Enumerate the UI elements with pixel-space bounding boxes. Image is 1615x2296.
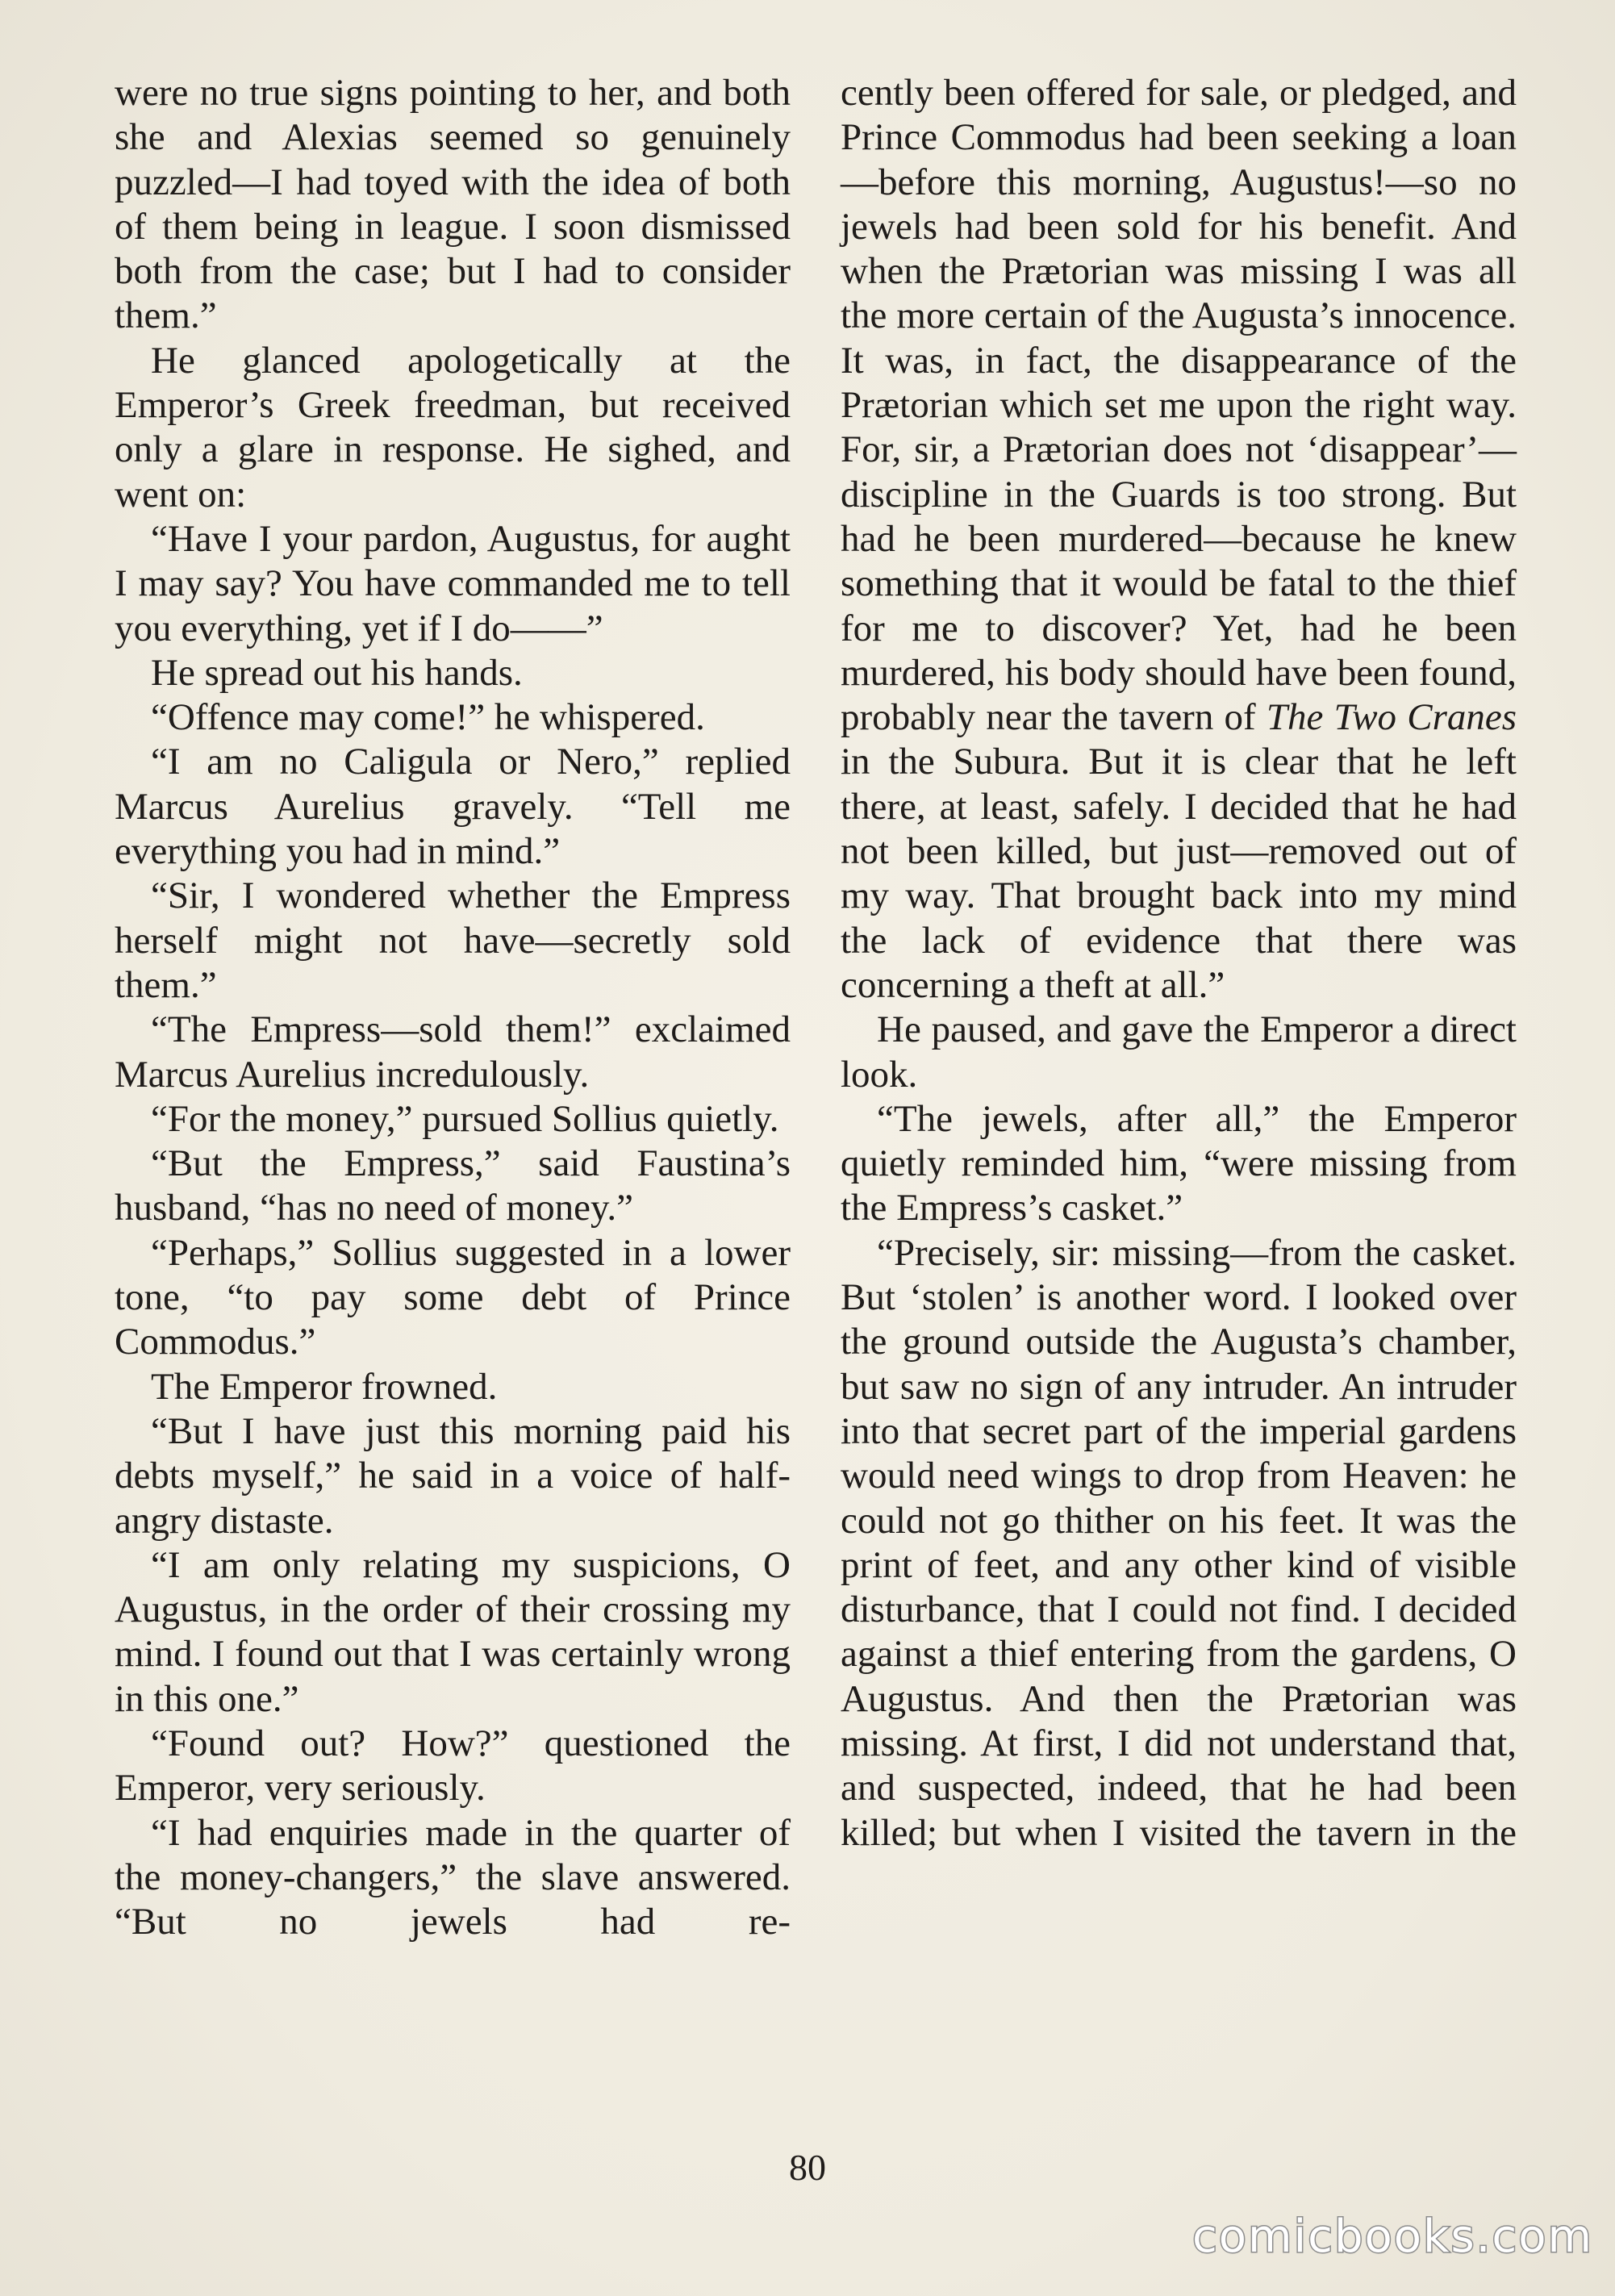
paragraph-text: “I had enquiries made in the quarter of the money-changers,” the slave answered. “But no jewels had re- [115, 1811, 791, 1943]
right-text-column [841, 71, 1517, 1856]
paragraph-text: “For the money,” pursued Sollius quietly. [151, 1097, 779, 1140]
paragraph [115, 651, 791, 695]
paragraph-text: “Sir, I wondered whether the Empress herself might not have—secretly sold them.” [115, 875, 791, 1006]
paragraph [115, 695, 791, 740]
paragraph [841, 1008, 1517, 1097]
paragraph-text: cently been offered for sale, or pledged, and Prince Commodus had been seeking a loan—before this morning, Augustus!—so no jewels had been sold for his benefit. And when the Prætorian was missing I was all the more certain of the Augusta’s innocence. It was, in fact, the disappearance of the Prætorian which set me upon the right way. For, sir, a Prætorian does not ‘disappear’—discipline in the Guards is too strong. But had he been murdered—because he knew something that it would be fatal to the thief for me to discover? Yet, had he been murdered, his body should have been found, probably near the tavern of [841, 72, 1517, 739]
paragraph [115, 874, 791, 1008]
paragraph [115, 517, 791, 651]
paragraph [115, 1811, 791, 1945]
left-text-column [115, 71, 791, 1944]
italic-title: The Two Cranes [1266, 696, 1517, 739]
paragraph-text: He spread out his hands. [151, 651, 523, 694]
paragraph-text: “But the Empress,” said Faustina’s husband, “has no need of money.” [115, 1142, 791, 1229]
paragraph-text: “Precisely, sir: missing—from the casket. But ‘stolen’ is another word. I looked over the ground outside the Augusta’s chamber, but saw no sign of any intruder. An intruder into that secret part of the imperial gardens would need wings to drop from Heaven: he could not go thither on his feet. It was the print of feet, and any other kind of visible disturbance, that I could not find. I decided against a thief entering from the gardens, O Augustus. And then the Prætorian was missing. At first, I did not understand that, and suspected, indeed, that he had been killed; but when I visited the tavern in the [841, 1231, 1517, 1854]
paragraph-text: “The Empress—sold them!” exclaimed Marcus Aurelius incredulously. [115, 1008, 791, 1096]
paragraph [115, 1142, 791, 1231]
paragraph [115, 740, 791, 874]
paragraph-text: “Offence may come!” he whispered. [151, 696, 705, 739]
paragraph [841, 71, 1517, 1008]
paragraph-text: were no true signs pointing to her, and both she and Alexias seemed so genuinely puzzled—I had toyed with the idea of both of them being in league. I soon dismissed both from the case; but I had to consider them.” [115, 72, 791, 337]
paragraph [115, 1543, 791, 1722]
paragraph-text: “Have I your pardon, Augustus, for aught I may say? You have commanded me to tell you everything, yet if I do——” [115, 517, 791, 649]
paragraph-text: “Found out? How?” questioned the Emperor, very seriously. [115, 1722, 791, 1810]
paragraph [115, 1722, 791, 1811]
paragraph-text: He glanced apologetically at the Emperor’s Greek freedman, but received only a glare in response. He sighed, and went on: [115, 339, 791, 516]
paragraph [115, 1097, 791, 1142]
paragraph [115, 1409, 791, 1543]
paragraph-text: “I am only relating my suspicions, O Augustus, in the order of their crossing my mind. I found out that I was certainly wrong in this one.” [115, 1543, 791, 1720]
paragraph [841, 1097, 1517, 1231]
watermark-logo: comicbooks.com [1192, 2210, 1594, 2263]
paragraph-text: “Perhaps,” Sollius suggested in a lower tone, “to pay some debt of Prince Commodus.” [115, 1231, 791, 1363]
paragraph [115, 1008, 791, 1097]
paragraph [841, 1231, 1517, 1856]
page-number: 80 [789, 2147, 826, 2188]
paragraph [115, 71, 791, 339]
paragraph-text: in the Subura. But it is clear that he left there, at least, safely. I decided that he had not been killed, but just—removed out of my way. That brought back into my mind the lack of evidence that there was concerning a theft at all.” [841, 741, 1517, 1006]
paragraph-text: The Emperor frowned. [151, 1365, 498, 1408]
paragraph [115, 339, 791, 517]
paragraph [115, 1365, 791, 1409]
paragraph [115, 1231, 791, 1365]
paragraph-text: “I am no Caligula or Nero,” replied Marcus Aurelius gravely. “Tell me everything you had in mind.” [115, 741, 791, 873]
paragraph-text: “But I have just this morning paid his debts myself,” he said in a voice of half-angry distaste. [115, 1409, 791, 1542]
paragraph-text: He paused, and gave the Emperor a direct look. [841, 1008, 1517, 1096]
paragraph-text: “The jewels, after all,” the Emperor quietly reminded him, “were missing from the Empress’s casket.” [841, 1097, 1517, 1229]
